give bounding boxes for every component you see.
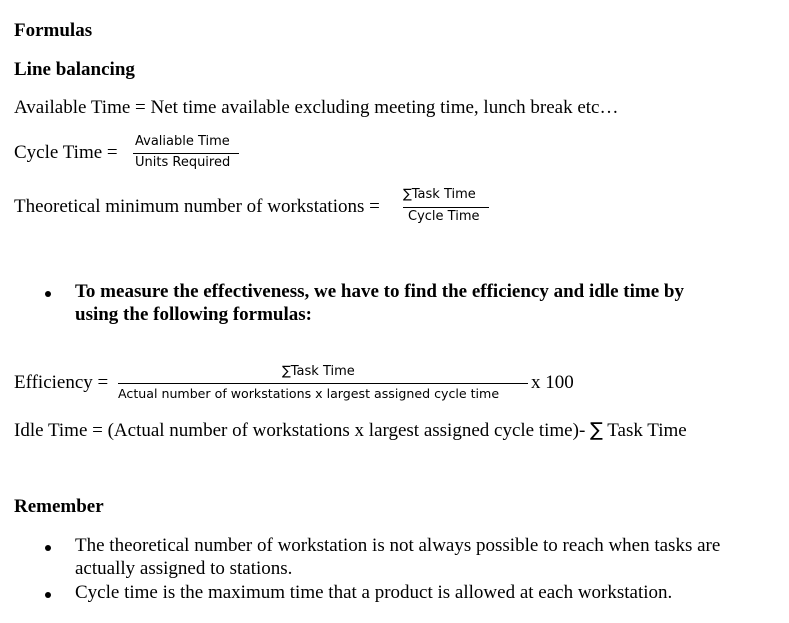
theoretical-minimum-numerator — [403, 187, 476, 202]
effectiveness-bullet-line-1: To measure the effectiveness, we have to find the efficiency and idle time by — [75, 281, 684, 302]
theoretical-minimum-denominator: Cycle Time — [408, 209, 480, 224]
efficiency-denominator: Actual number of workstations x largest assigned cycle time — [118, 386, 500, 401]
effectiveness-bullet-line-2: using the following formulas: — [75, 304, 312, 325]
bullet-icon — [45, 592, 51, 598]
efficiency-label: Efficiency = — [14, 372, 109, 393]
idle-time-text: Idle Time = (Actual number of workstations x largest assigned cycle time)- — [14, 420, 586, 441]
cycle-time-label: Cycle Time = — [14, 142, 118, 163]
remember-item-1-line-2: actually assigned to stations. — [75, 558, 293, 579]
efficiency-numerator — [282, 364, 355, 379]
remember-item-1-line-1: The theoretical number of workstation is not always possible to reach when tasks are — [75, 535, 721, 556]
heading-remember: Remember — [14, 496, 104, 517]
cycle-time-numerator: Avaliable Time — [135, 134, 230, 149]
cycle-time-denominator: Units Required — [135, 155, 231, 170]
bullet-icon — [45, 545, 51, 551]
theoretical-minimum-numerator-text: Task Time — [411, 187, 476, 202]
remember-item-2-line-1: Cycle time is the maximum time that a product is allowed at each workstation. — [75, 582, 673, 603]
theoretical-minimum-fraction-bar — [403, 207, 489, 208]
heading-formulas: Formulas — [14, 20, 93, 41]
sigma-symbol: ∑ — [590, 419, 603, 441]
bullet-icon — [45, 291, 51, 297]
heading-line-balancing: Line balancing — [14, 59, 135, 80]
available-time-definition: Available Time = Net time available excluding meeting time, lunch break etc… — [14, 97, 619, 118]
idle-time-suffix: Task Time — [607, 420, 687, 441]
sigma-symbol: ∑ — [403, 187, 412, 202]
efficiency-multiplier: x 100 — [531, 372, 574, 393]
cycle-time-fraction-bar — [133, 153, 239, 154]
efficiency-fraction-bar — [118, 383, 528, 384]
sigma-symbol: ∑ — [282, 364, 291, 379]
theoretical-minimum-label: Theoretical minimum number of workstations = — [14, 196, 380, 217]
efficiency-numerator-text: Task Time — [290, 364, 355, 379]
idle-time-formula — [14, 419, 687, 442]
